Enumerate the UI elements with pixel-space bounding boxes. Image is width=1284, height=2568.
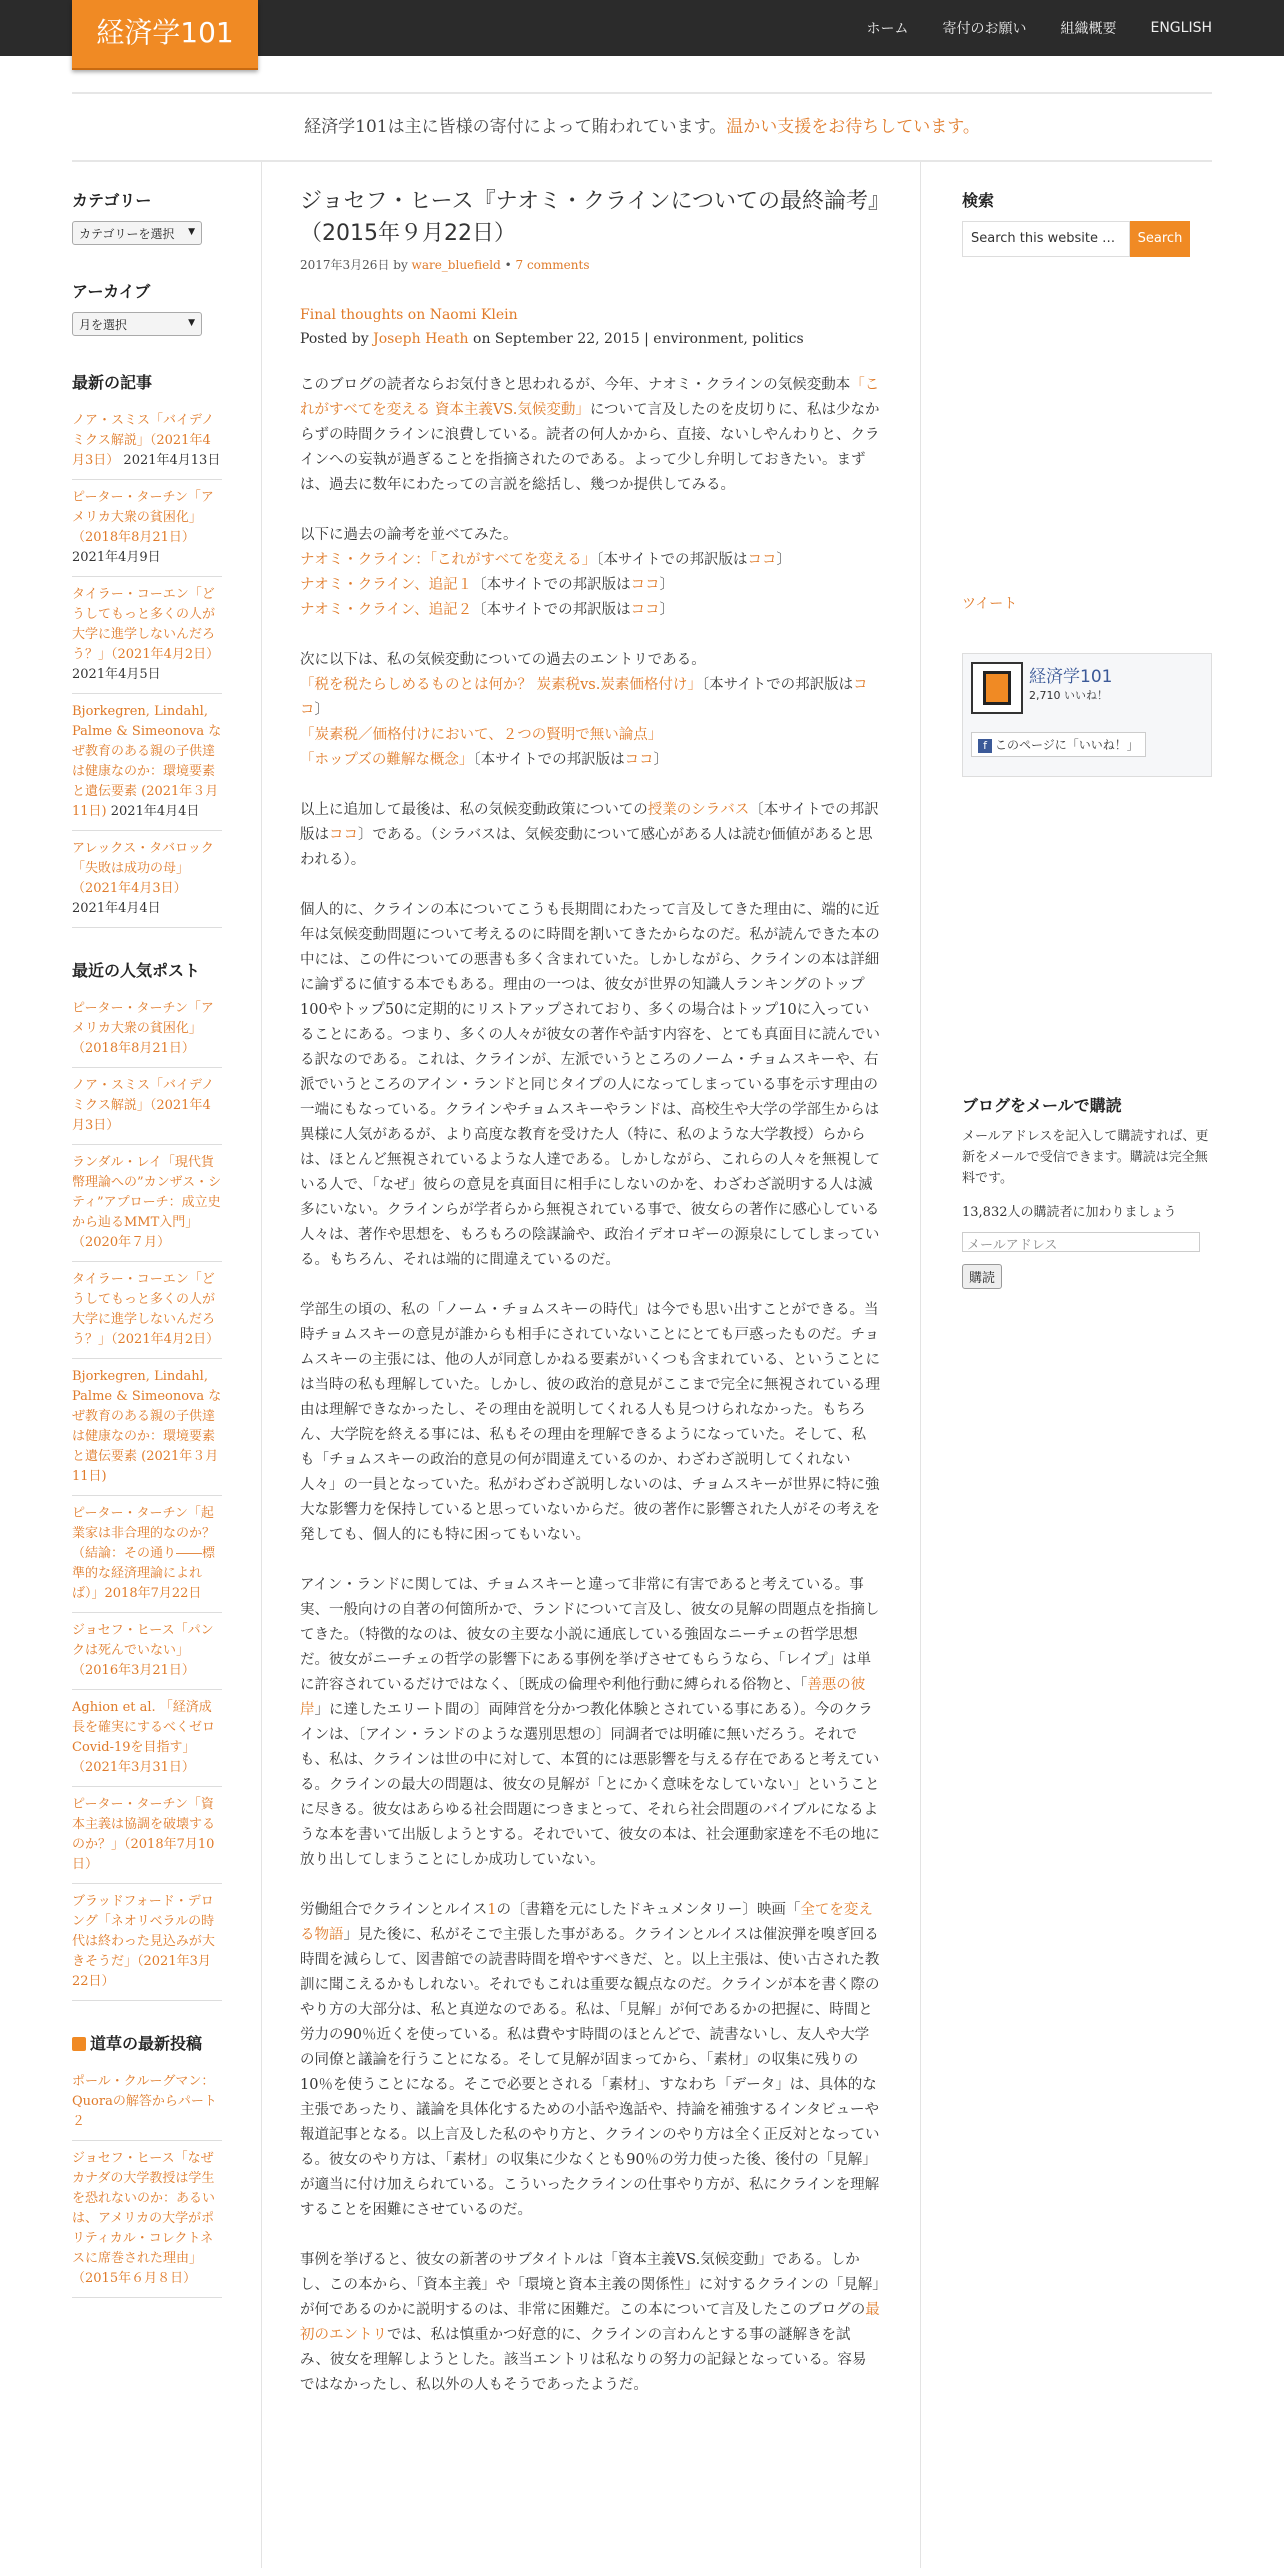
text: 〔本サイトでの邦訳版は: [472, 602, 631, 618]
fb-page-info: [1029, 662, 1112, 714]
text: について言及したのを皮切りに、私は少なからずの時間クラインに浪費している。読者の何人かから、直接、ないしやんわりと、クラインへの妄執が過ぎることを指摘されたのである。よって少し弁明しておきたい。まずは、過去に数年にわたっての言説を総括し、幾つか提供してみる。: [300, 402, 880, 493]
translation-link[interactable]: ココ: [630, 577, 660, 593]
text: 」見た後に、私がそこで主張した事がある。クラインとルイスは催涙弾を嗅ぎ回る時間を減らして、図書館での読書時間を増やすべきだ、と。以上主張は、使い古された教訓に聞こえるかもしれない。それでもこれは重要な観点なのだ。クラインが本を書く際のやり方の大部分は、私と真逆なのである。私は、「見解」が何であるかの把握に、時間と労力の90％近くを使っている。私は費やす時間のほとんどで、読書ないし、友人や大学の同僚と議論を行うことになる。そして見解が固まってから、「素材」の収集に残りの10％を使うことになる。そこで必要とされる「素材」、すなわち「データ」は、具体的な主張であったり、議論を具体化するための小話や逸話や、持論を補強するインタビューや報道記事となる。以上言及した私のやり方と、クラインのやり方は全く正反対となっている。彼女のやり方は、「素材」の収集に少なくとも90％の労力使った後、後付の「見解」が適当に付け加えられている。こういったクラインの仕事やり方が、私にクラインを理解することを困難にさせているのだ。: [300, 1927, 880, 2218]
text: 事例を挙げると、彼女の新著のサブタイトルは「資本主義VS.気候変動」である。しかし、この本から、「資本主義」や「環境と資本主義の関係性」に対するクラインの「見解」が何であるのかに説明するのは、非常に困難だ。この本について言及したこのブログの: [300, 2252, 880, 2318]
search-title: 検索: [962, 191, 995, 210]
chevron-down-icon: ▼: [188, 227, 195, 237]
email-title: ブログをメールで購読: [962, 1096, 1122, 1115]
list-item: [72, 1884, 222, 2001]
popular-post-link[interactable]: ピーター・ターチン「アメリカ大衆の貧困化」（2018年8月21日）: [72, 1001, 214, 1056]
recent-post-date: 2021年4月4日: [110, 804, 200, 819]
recent-post-link[interactable]: タイラー・コーエン「どうしてもっと多くの人が大学に進学しないんだろう？」（2021年4月2日）: [72, 587, 220, 662]
posted-pre: Posted by: [300, 331, 374, 347]
logo-mark-icon: [983, 671, 1011, 705]
recent-post-date: 2021年4月13日: [123, 453, 221, 468]
list-item: [72, 1262, 222, 1359]
list-item: [72, 1496, 222, 1613]
list-item: [72, 480, 222, 577]
archive-title: アーカイブ: [72, 282, 151, 301]
recent-post-link[interactable]: ノア・スミス「バイデノミクス解説」（2021年4月3日）: [72, 413, 215, 468]
list-item: [72, 2141, 222, 2298]
recent-post-link[interactable]: アレックス・タバロック「失敗は成功の母」（2021年4月3日）: [72, 841, 214, 896]
paragraph: [300, 798, 880, 873]
search-widget: [962, 188, 1212, 257]
popular-posts-widget: [72, 958, 261, 2001]
original-source: [300, 303, 880, 351]
list-item: [72, 694, 222, 831]
paragraph: [300, 373, 880, 498]
paragraph: 学部生の頃の、私の「ノーム・チョムスキーの時代」は今でも思い出すことができる。当時チョムスキーの意見が誰からも相手にされていないことにとても戸惑ったものだ。チョムスキーの主張には、他の人が同意しかねる要素がいくつも含まれている、ということには当時の私も理解していた。しかし、彼の政治的意見がここまで完全に無視されている理由は理解できなかったし、その理由を説明してくれる人も見つけられなかった。もちろん、大学院を終える事には、私もその理由を理解できるようになっていた。そして、私も「チョムスキーの政治的意見の何が間違えているのか、わざわざ説明してくれない人々」の一員となっていた。私がわざわざ説明しないのは、チョムスキーが世界に特に強大な影響力を保持していると思っていないからだ。彼の著作に影響された人がその考えを発しても、個人的にも特に困ってもいない。: [300, 1302, 880, 1543]
text: 以下に過去の論考を並べてみた。: [300, 527, 518, 543]
text: 〕: [653, 752, 669, 768]
popular-post-link[interactable]: ピーター・ターチン「資本主義は協調を破壊するのか？」（2018年7月10日）: [72, 1797, 216, 1872]
text: 〔本サイトでの邦訳版は: [701, 677, 854, 693]
text: アイン・ランドに関しては、チョムスキーと違って非常に有害であると考えている。事実、一般向けの自著の何箇所かで、ランドについて言及し、彼女の見解の問題点を指摘してきた。（特徴的なのは、彼女の主要な小説に通底している強固なニーチェの哲学思想だ。彼女がニーチェの哲学の影響下にある事例を挙げさせてもらうなら、「レイプ」は単に許容されているだけではなく、〔既成の倫理や利他行動に縛られる俗物と、「: [300, 1577, 880, 1693]
fb-page-logo[interactable]: [971, 662, 1023, 714]
text: の〔書籍を元にしたドキュメンタリー〕映画「: [496, 1902, 801, 1918]
search-form: [962, 221, 1212, 257]
archive-widget: [72, 279, 261, 340]
text: 労働組合でクラインとルイス: [300, 1902, 488, 1918]
main-nav: [866, 0, 1212, 56]
text: 以上に追加して最後は、私の気候変動政策についての: [300, 802, 648, 818]
email-subscribe-widget: [962, 1093, 1212, 1289]
list-item: [72, 1787, 222, 1884]
nav-item-home[interactable]: ホーム: [866, 21, 909, 37]
category-select[interactable]: [72, 221, 202, 245]
facebook-page-box: [962, 653, 1212, 777]
facebook-icon: f: [978, 739, 992, 753]
popular-post-link[interactable]: タイラー・コーエン「どうしてもっと多くの人が大学に進学しないんだろう？」（2021年4月2日）: [72, 1272, 220, 1347]
post-body: [300, 303, 880, 2398]
list-item: [72, 2064, 222, 2141]
original-author-link[interactable]: Joseph Heath: [373, 331, 469, 347]
subscriber-count: 13,832人の購読者に加わりましょう: [962, 1205, 1177, 1220]
fb-like-button[interactable]: [971, 732, 1146, 757]
archive-select[interactable]: [72, 312, 202, 336]
nav-item-about[interactable]: 組織概要: [1060, 21, 1117, 37]
tweet-button[interactable]: ツイート: [962, 596, 1018, 612]
recent-posts-widget: [72, 370, 261, 928]
film-link[interactable]: 全てを変える物語: [300, 1902, 873, 1943]
text: 」に達したエリート間の〕両陣営を分かつ教化体験とされている事にある）。今のクラインは、〔アイン・ランドのような選別思想の〕同調者では明確に無いだろう。それでも、私は、クラインは世の中に対して、本質的には悪影響を与える存在であると考えている。クラインの最大の問題は、彼女の見解が「とにかく意味をなしていない」ということに尽きる。彼女はあらゆる社会問題につきまとって、それら社会問題のバイブルになるような本を書いて出版しようとする。それでいて、彼女の本は、社会運動家達を不毛の地に放り出してしまうことにしか成功していない。: [300, 1702, 880, 1868]
footnote-link[interactable]: 1: [487, 1902, 497, 1918]
recent-post-date: 2021年4月4日: [72, 901, 161, 916]
past-article-link[interactable]: 「ホップズの難解な概念」: [300, 752, 474, 768]
category-widget: [72, 188, 261, 249]
comments-link[interactable]: 7 comments: [515, 258, 590, 272]
translation-link[interactable]: ココ: [747, 552, 777, 568]
top-bar: [0, 0, 1284, 56]
meta-separator: •: [500, 258, 516, 272]
text: 〕: [659, 577, 675, 593]
paragraph: [300, 2248, 880, 2398]
popular-post-link[interactable]: Aghion et al. 「経済成長を確実にするべくゼロCovid-19を目指す」（2021年3月31日）: [72, 1700, 216, 1775]
category-select-value: カテゴリーを選択: [79, 227, 175, 241]
nav-item-donate[interactable]: 寄付のお願い: [942, 21, 1027, 37]
recent-post-link[interactable]: ピーター・ターチン「アメリカ大衆の貧困化」（2018年8月21日）: [72, 490, 214, 545]
popular-post-link[interactable]: ノア・スミス「バイデノミクス解説」（2021年4月3日）: [72, 1078, 215, 1133]
popular-posts-title: 最近の人気ポスト: [72, 961, 201, 980]
recent-post-link[interactable]: Bjorkegren, Lindahl, Palme & Simeonova なぜ教育のある親の子供達は健康なのか：環境要素と遺伝要素 (2021年３月11日): [72, 704, 222, 819]
first-entry-link[interactable]: 最初のエントリ: [300, 2302, 880, 2343]
post-author-link[interactable]: ware_bluefield: [411, 258, 501, 272]
list-item: [72, 831, 222, 928]
nav-item-english[interactable]: ENGLISH: [1150, 20, 1212, 36]
recent-posts-title: 最新の記事: [72, 373, 153, 392]
recent-post-date: 2021年4月5日: [72, 667, 161, 682]
tagline-donate-link[interactable]: 温かい支援をお待ちしています。: [726, 117, 980, 137]
popular-post-link[interactable]: ジョセフ・ヒース「パンクは死んでいない」（2016年3月21日）: [72, 1623, 214, 1678]
past-article-link[interactable]: ナオミ・クライン、追記１: [300, 577, 473, 593]
archive-select-value: 月を選択: [79, 318, 128, 332]
posted-post: on September 22, 2015 | environment, politics: [468, 331, 804, 347]
text: 〔本サイトでの邦訳版は: [473, 752, 625, 768]
popular-post-link[interactable]: Bjorkegren, Lindahl, Palme & Simeonova なぜ教育のある親の子供達は健康なのか：環境要素と遺伝要素 (2021年３月11日): [72, 1369, 222, 1484]
beyond-good-evil-link[interactable]: 善悪の彼岸: [300, 1677, 866, 1718]
email-description: メールアドレスを記入して購読すれば、更新をメールで受信できます。購読は完全無料です。: [962, 1129, 1209, 1186]
main-content: [300, 186, 880, 2423]
paragraph: [300, 1898, 880, 2223]
past-article-link[interactable]: ナオミ・クライン：「これがすべてを変える」: [300, 552, 597, 568]
original-article-link[interactable]: Final thoughts on Naomi Klein: [300, 307, 518, 323]
subscribe-button[interactable]: 購読: [962, 1264, 1002, 1289]
text: 〔本サイトでの邦訳版は: [596, 552, 748, 568]
translation-link[interactable]: ココ: [329, 827, 358, 843]
text: このブログの読者ならお気付きと思われるが、今年、ナオミ・クラインの気候変動本: [300, 377, 851, 393]
list-item: [72, 1145, 222, 1262]
paragraph: 個人的に、クラインの本についてこうも長期間にわたって言及してきた理由に、端的に近年は気候変動問題について考えるのに時間を割いてきたからなのだ。私が読んできた本の中には、この件についての悪書も多く含まれていた。しかしながら、クラインの本は詳細に論ずるに値する本でもある。理由の一つは、彼女が世界の知識人ランキングのトップ100やトップ50に定期的にリストアップされており、多くの場合はトップ10に入っていることにある。つまり、多くの人々が彼女の著作や話す内容を、とても真面目に読んでいる訳なのである。これは、クラインが、左派でいうところのノーム・チョムスキーや、右派でいうところのアイン・ランドと同じタイプの人になってしまっている事を示す理由の一端にもなっている。クラインやチョムスキーやランドは、高校生や大学の学部生からは異様に人気があるが、より高度な教育を受けた人（特に、私のような大学教授）らからは、ほとんど無視されているような人達である。しかしながら、これらの人々を無視している人で、「なぜ」彼らの意見を真面目に相手にしないのかを、わざわざ説明する人は滅多にいない。クラインらが学者らから無視されている事で、彼女らの著作に感心している人々は、著作や思想を、もろもろの陰謀論や、政治イデオロギーの源泉にしてしまっている。もちろん、それは端的に間違えているのだ。: [300, 902, 880, 1268]
popular-post-link[interactable]: ブラッドフォード・デロング「ネオリベラルの時代は終わった見込みが大きそうだ」（2021年3月22日）: [72, 1894, 215, 1989]
category-title: カテゴリー: [72, 191, 152, 210]
search-button[interactable]: Search: [1130, 221, 1190, 257]
site-logo[interactable]: 経済学101: [72, 0, 258, 70]
paragraph: [300, 1573, 880, 1873]
text: 次に以下は、私の気候変動についての過去のエントリである。: [300, 652, 706, 668]
popular-post-link[interactable]: ランダル・レイ「現代貨幣理論への”カンザス・シティ”アプローチ：成立史から辿るMMT入門」（2020年７月）: [72, 1155, 222, 1250]
rss-title: [72, 2031, 261, 2054]
list-item: [72, 1068, 222, 1145]
paragraph: [300, 648, 880, 773]
text: 〕: [776, 552, 791, 568]
right-sidebar: [920, 162, 1212, 2568]
meta-by: by: [389, 258, 412, 272]
rss-icon[interactable]: [72, 2037, 86, 2051]
rss-post-link[interactable]: ポール・クルーグマン：Quoraの解答からパート２: [72, 2074, 217, 2129]
past-article-link[interactable]: ナオミ・クライン、追記２: [300, 602, 473, 618]
list-item: [72, 1690, 222, 1787]
list-item: [72, 991, 222, 1068]
rss-title-text: 道草の最新投稿: [90, 2034, 203, 2053]
rss-widget: [72, 2031, 261, 2298]
rss-post-link[interactable]: ジョセフ・ヒース「なぜカナダの大学教授は学生を恐れないのか：あるいは、アメリカの大学がポリティカル・コレクトネスに席巻された理由」（2015年６月８日）: [72, 2151, 216, 2286]
text: 〕である。（シラバスは、気候変動について感心がある人は読む価値があると思われる）。: [300, 827, 873, 868]
left-sidebar: [72, 162, 262, 2568]
email-input[interactable]: メールアドレス: [962, 1232, 1200, 1252]
popular-post-link[interactable]: ピーター・ターチン「起業家は非合理的なのか？（結論：その通り――標準的な経済理論によれば）」2018年7月22日: [72, 1506, 216, 1601]
translation-link[interactable]: ココ: [624, 752, 654, 768]
text: 〔本サイトでの邦訳版は: [300, 802, 879, 843]
list-item: [72, 1613, 222, 1690]
text: では、私は慎重かつ好意的に、クラインの言わんとする事の謎解きを試み、彼女を理解しようとした。該当エントリは私なりの努力の記録となっている。容易ではなかったし、私以外の人もそうであったようだ。: [300, 2327, 867, 2393]
tagline-text: 経済学101は主に皆様の寄付によって賄われています。: [304, 117, 727, 137]
past-article-link[interactable]: 「炭素税／価格付けにおいて、２つの賢明で無い論点」: [300, 727, 663, 743]
text: 〕: [659, 602, 675, 618]
donation-tagline: [72, 92, 1212, 162]
posted-line: [300, 327, 880, 351]
paragraph: [300, 523, 880, 623]
translation-link[interactable]: ココ: [630, 602, 660, 618]
fb-page-name[interactable]: 経済学101: [1029, 667, 1113, 687]
chevron-down-icon: ▼: [188, 318, 195, 328]
fb-like-count: 2,710 いいね！: [1029, 689, 1108, 702]
past-article-link[interactable]: 「税を税たらしめるものとは何か？ 炭素税vs.炭素価格付け」: [300, 677, 702, 693]
list-item: [72, 1359, 222, 1496]
text: 〕: [314, 702, 329, 718]
list-item: [72, 403, 222, 480]
list-item: [72, 577, 222, 694]
post-meta: [300, 256, 880, 273]
search-input[interactable]: Search this website …: [962, 221, 1130, 257]
recent-post-date: 2021年4月9日: [72, 550, 161, 565]
fb-like-label: このページに「いいね！」: [995, 738, 1139, 752]
fb-page-header: [971, 662, 1203, 714]
syllabus-link[interactable]: 授業のシラバス: [647, 802, 750, 818]
post-date: 2017年3月26日: [300, 258, 390, 272]
post-title: ジョセフ・ヒース『ナオミ・クラインについての最終論考』（2015年９月22日）: [300, 189, 880, 246]
text: 〔本サイトでの邦訳版は: [472, 577, 631, 593]
book-link[interactable]: 「これがすべてを変える 資本主義VS.気候変動」: [300, 377, 880, 418]
tweet-widget: [962, 593, 1212, 613]
translation-link[interactable]: ココ: [300, 677, 868, 718]
